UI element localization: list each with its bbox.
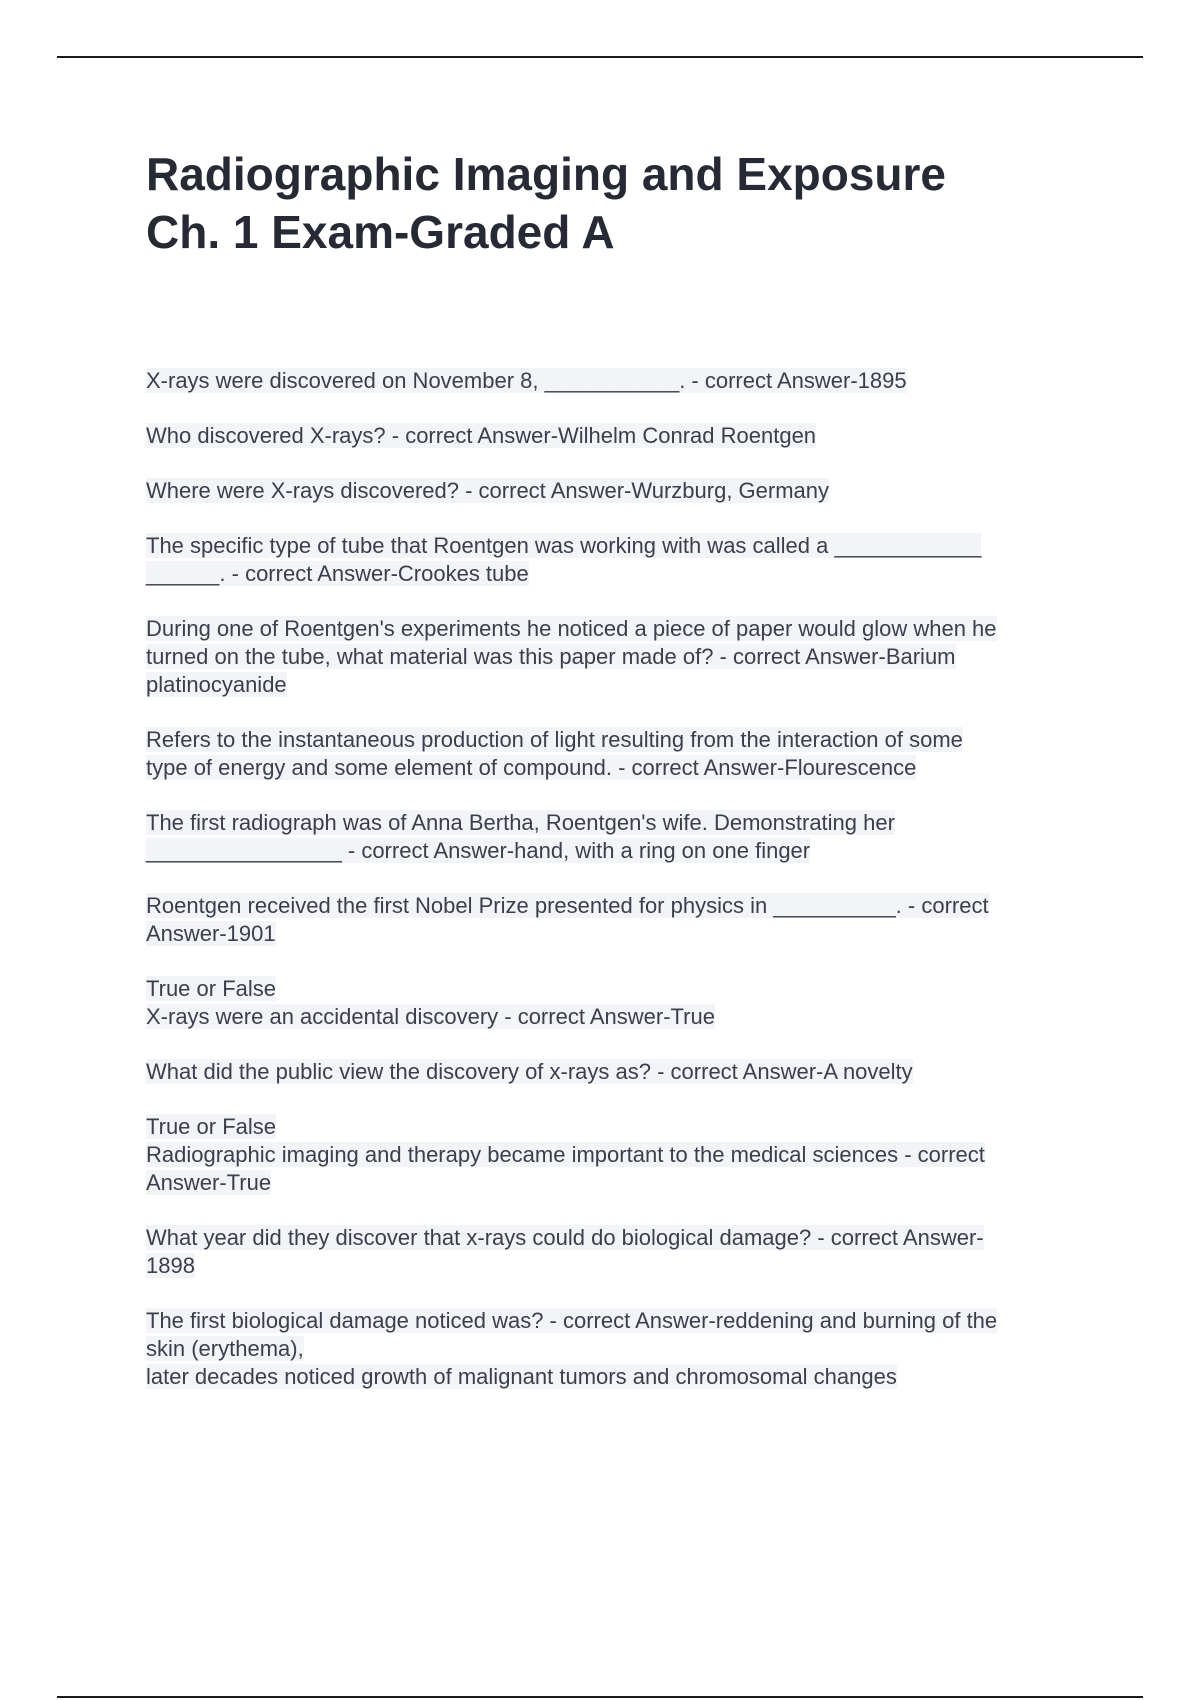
qa-text: Where were X-rays discovered? - correct Answer-Wurzburg, Germany xyxy=(146,478,830,503)
qa-item xyxy=(146,1058,1086,1086)
qa-text: The specific type of tube that Roentgen was working with was called a ____________ xyxy=(146,533,982,558)
qa-item xyxy=(146,892,1086,948)
qa-text: Answer-True xyxy=(146,1170,272,1195)
qa-text: type of energy and some element of compound. - correct Answer-Flourescence xyxy=(146,755,917,780)
qa-text: True or False xyxy=(146,1114,277,1139)
qa-text: platinocyanide xyxy=(146,672,287,697)
qa-text: What did the public view the discovery of x-rays as? - correct Answer-A novelty xyxy=(146,1059,913,1084)
qa-text: X-rays were discovered on November 8, ___________. - correct Answer-1895 xyxy=(146,368,907,393)
title-line-1: Radiographic Imaging and Exposure xyxy=(146,148,947,200)
qa-item xyxy=(146,975,1086,1031)
qa-text: X-rays were an accidental discovery - correct Answer-True xyxy=(146,1004,715,1029)
title-line-2: Ch. 1 Exam-Graded A xyxy=(146,206,615,258)
qa-text: 1898 xyxy=(146,1253,195,1278)
question-answer-list xyxy=(146,367,1086,1418)
qa-text: ________________ - correct Answer-hand, with a ring on one finger xyxy=(146,838,811,863)
top-rule xyxy=(57,56,1143,58)
qa-item xyxy=(146,367,1086,395)
bottom-rule xyxy=(57,1696,1143,1698)
qa-text: True or False xyxy=(146,976,277,1001)
qa-item xyxy=(146,726,1086,782)
qa-item xyxy=(146,532,1086,588)
qa-text: ______. - correct Answer-Crookes tube xyxy=(146,561,529,586)
qa-text: During one of Roentgen's experiments he noticed a piece of paper would glow when he xyxy=(146,616,997,641)
qa-text: Roentgen received the first Nobel Prize presented for physics in __________. - correct xyxy=(146,893,989,918)
qa-item xyxy=(146,615,1086,699)
qa-text: turned on the tube, what material was this paper made of? - correct Answer-Barium xyxy=(146,644,956,669)
document-title xyxy=(146,145,1046,261)
qa-text: The first biological damage noticed was? - correct Answer-reddening and burning of the xyxy=(146,1308,998,1333)
qa-text: later decades noticed growth of malignant tumors and chromosomal changes xyxy=(146,1364,897,1389)
qa-item xyxy=(146,1113,1086,1197)
qa-text: Who discovered X-rays? - correct Answer-Wilhelm Conrad Roentgen xyxy=(146,423,817,448)
qa-item xyxy=(146,1307,1086,1391)
qa-item xyxy=(146,1224,1086,1280)
qa-item xyxy=(146,477,1086,505)
qa-text: Refers to the instantaneous production of light resulting from the interaction of some xyxy=(146,727,963,752)
qa-text: The first radiograph was of Anna Bertha, Roentgen's wife. Demonstrating her xyxy=(146,810,895,835)
qa-item xyxy=(146,422,1086,450)
qa-text: What year did they discover that x-rays could do biological damage? - correct Answer- xyxy=(146,1225,984,1250)
qa-item xyxy=(146,809,1086,865)
qa-text: Radiographic imaging and therapy became important to the medical sciences - correct xyxy=(146,1142,985,1167)
qa-text: skin (erythema), xyxy=(146,1336,304,1361)
qa-text: Answer-1901 xyxy=(146,921,276,946)
